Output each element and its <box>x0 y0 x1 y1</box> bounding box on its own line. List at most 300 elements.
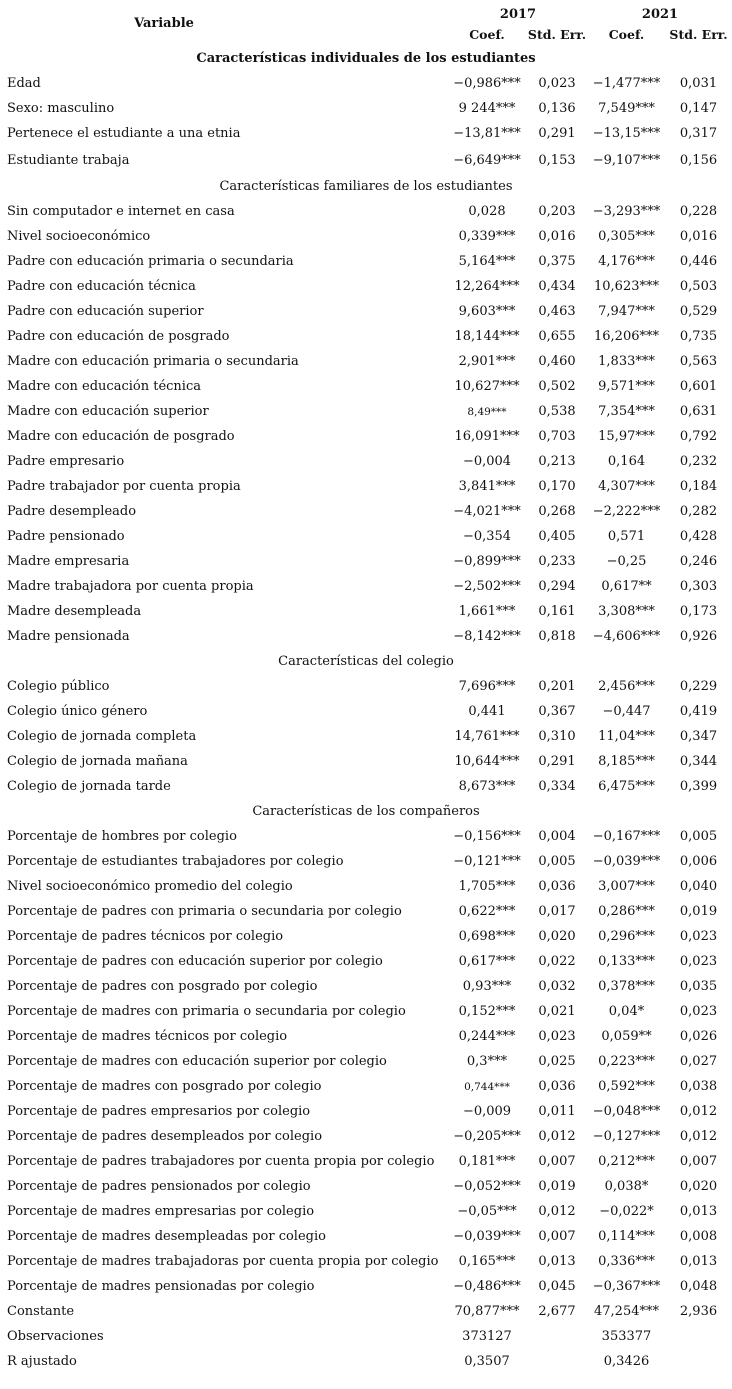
stderr-2021-header: Std. Err. <box>669 26 728 42</box>
variable-name: Colegio público <box>7 679 110 694</box>
table-row <box>0 1249 732 1274</box>
stderr-2017: 0,818 <box>538 629 576 644</box>
stderr-2017: 0,375 <box>538 254 576 269</box>
variable-name: Madre con educación de posgrado <box>7 429 235 444</box>
coef-2021: 8,185*** <box>598 754 655 769</box>
coef-2021: 0,305*** <box>598 229 655 244</box>
coef-2021: −0,048*** <box>592 1104 661 1119</box>
coef-2017: 0,744*** <box>464 1080 510 1093</box>
stderr-2017: 0,538 <box>538 404 576 419</box>
stderr-2017: 0,013 <box>538 1254 576 1269</box>
coef-2021: 3,308*** <box>598 604 655 619</box>
stderr-2021: 0,027 <box>679 1054 718 1069</box>
coef-2017: −0,052*** <box>453 1179 521 1194</box>
coef-2021: 1,833*** <box>598 354 655 369</box>
variable-name: Padre con educación de posgrado <box>7 329 230 344</box>
variable-name: Sexo: masculino <box>7 101 115 116</box>
variable-name: Porcentaje de padres trabajadores por cuenta propia por colegio <box>7 1154 435 1169</box>
stderr-2021: 0,184 <box>679 479 718 494</box>
coef-2021: 0,04* <box>608 1004 645 1019</box>
variable-name: Colegio de jornada mañana <box>7 754 188 769</box>
stderr-2021: 0,446 <box>679 254 718 269</box>
table-row <box>0 874 732 899</box>
stderr-2021: 0,023 <box>679 929 718 944</box>
coef-2017: −4,021*** <box>453 504 521 519</box>
coef-2021: −0,25 <box>606 554 647 569</box>
stderr-2017: 0,032 <box>538 979 576 994</box>
coef-2021: 2,456*** <box>598 679 655 694</box>
table-row <box>0 724 732 749</box>
table-row <box>0 1074 732 1099</box>
variable-name: Madre con educación técnica <box>7 379 201 394</box>
coef-2017: 0,165*** <box>458 1254 516 1269</box>
table-row <box>0 199 732 224</box>
table-row <box>0 349 732 374</box>
section-header <box>0 46 732 71</box>
stderr-2017: 0,310 <box>538 729 576 744</box>
coef-2017: −0,009 <box>462 1104 512 1119</box>
variable-name: Porcentaje de padres empresarios por colegio <box>7 1104 311 1119</box>
coef-2017: 70,877*** <box>454 1304 520 1319</box>
stderr-2017: 0,021 <box>538 1004 576 1019</box>
stderr-2017: 0,019 <box>538 1179 576 1194</box>
stderr-2021: 0,048 <box>679 1279 718 1294</box>
stderr-2021: 0,006 <box>679 854 718 869</box>
stderr-2021: 0,020 <box>679 1179 718 1194</box>
variable-header: Variable <box>134 15 194 31</box>
coef-2017: −0,486*** <box>453 1279 521 1294</box>
table-row <box>0 1149 732 1174</box>
table-row <box>0 749 732 774</box>
coef-2017: 0,3*** <box>466 1054 508 1069</box>
table-row <box>0 949 732 974</box>
stderr-2021: 0,019 <box>679 904 718 919</box>
table-row <box>0 474 732 499</box>
stderr-2017: 0,007 <box>538 1154 576 1169</box>
table-row <box>0 71 732 96</box>
stderr-2021: 0,419 <box>679 704 718 719</box>
stderr-2021: 0,503 <box>679 279 718 294</box>
table-row <box>0 399 732 424</box>
table-row <box>0 699 732 724</box>
table-row <box>0 1299 732 1324</box>
table-row <box>0 1224 732 1249</box>
stderr-2021: 0,428 <box>679 529 718 544</box>
variable-name: Porcentaje de madres con primaria o secundaria por colegio <box>7 1004 406 1019</box>
stderr-2017: 2,677 <box>538 1304 576 1319</box>
table-row <box>0 924 732 949</box>
coef-2017: 1,705*** <box>458 879 516 894</box>
stderr-2017: 0,045 <box>538 1279 576 1294</box>
stderr-2021: 0,563 <box>679 354 718 369</box>
stderr-2017: 0,036 <box>538 1079 576 1094</box>
variable-name: Porcentaje de padres con posgrado por colegio <box>7 979 318 994</box>
variable-name: Padre desempleado <box>7 504 137 519</box>
coef-2021: 11,04*** <box>598 729 655 744</box>
table-row <box>0 146 732 174</box>
stderr-2021: 0,147 <box>679 101 718 116</box>
stderr-2017: 0,405 <box>538 529 576 544</box>
variable-name: Porcentaje de madres empresarias por colegio <box>7 1204 315 1219</box>
coef-2021: 6,475*** <box>598 779 655 794</box>
coef-2021: −13,15*** <box>592 126 661 141</box>
coef-2021: −3,293*** <box>592 204 661 219</box>
stderr-2021: 0,347 <box>679 729 718 744</box>
year-2017-header: 2017 <box>499 7 537 22</box>
stderr-2021: 0,399 <box>679 779 718 794</box>
coef-2017: 10,627*** <box>454 379 520 394</box>
coef-2021-header: Coef. <box>608 26 645 42</box>
coef-2021: 0,059** <box>601 1029 652 1044</box>
section-title: Características familiares de los estudiantes <box>219 179 513 194</box>
coef-2021: 0,133*** <box>598 954 655 969</box>
variable-name: Padre trabajador por cuenta propia <box>7 479 241 494</box>
table-row <box>0 574 732 599</box>
coef-2017: −0,121*** <box>453 854 521 869</box>
stderr-2017 <box>526 1324 588 1349</box>
stderr-2017: 0,334 <box>538 779 576 794</box>
variable-name: Colegio de jornada completa <box>7 729 197 744</box>
coef-2017: 9 244*** <box>458 101 516 116</box>
stderr-2021: 0,529 <box>679 304 718 319</box>
coef-2021: 353377 <box>601 1329 652 1344</box>
coef-2017: 0,181*** <box>458 1154 516 1169</box>
coef-2017: 9,603*** <box>458 304 516 319</box>
stderr-2021: 0,008 <box>679 1229 718 1244</box>
stderr-2017: 0,268 <box>538 504 576 519</box>
coef-2021: 16,206*** <box>594 329 659 344</box>
coef-2017: −2,502*** <box>453 579 521 594</box>
table-row <box>0 449 732 474</box>
variable-name: Padre pensionado <box>7 529 125 544</box>
coef-2017: −0,986*** <box>453 76 521 91</box>
variable-name: Estudiante trabaja <box>7 152 130 168</box>
stderr-2021: 0,601 <box>679 379 718 394</box>
stderr-2017: 0,463 <box>538 304 576 319</box>
stderr-2021 <box>665 1349 732 1374</box>
coef-2017: −0,004 <box>462 454 512 469</box>
coef-2017: 3,841*** <box>458 479 516 494</box>
coef-2017: 0,152*** <box>458 1004 516 1019</box>
table-row <box>0 1349 732 1374</box>
stderr-2021: 0,035 <box>679 979 718 994</box>
coef-2017: 12,264*** <box>454 279 520 294</box>
stderr-2017: 0,022 <box>538 954 576 969</box>
coef-2021: −0,367*** <box>592 1279 661 1294</box>
table-row <box>0 899 732 924</box>
stderr-2021: 0,344 <box>679 754 718 769</box>
stderr-2021: 0,012 <box>679 1129 718 1144</box>
stderr-2021: 0,282 <box>679 504 718 519</box>
variable-name: Porcentaje de padres con primaria o secundaria por colegio <box>7 904 402 919</box>
stderr-2021: 0,038 <box>679 1079 718 1094</box>
stderr-2017: 0,655 <box>538 329 576 344</box>
coef-2017: 373127 <box>462 1329 512 1344</box>
coef-2021: 0,336*** <box>598 1254 655 1269</box>
stderr-2021: 0,013 <box>679 1254 718 1269</box>
coef-2021: 7,354*** <box>598 404 655 419</box>
variable-name: Porcentaje de padres pensionados por colegio <box>7 1179 311 1194</box>
table-row <box>0 624 732 649</box>
table-row <box>0 1124 732 1149</box>
stderr-2017: 0,007 <box>538 1229 576 1244</box>
table-row <box>0 1049 732 1074</box>
variable-name: Nivel socioeconómico <box>7 229 151 244</box>
variable-name: Edad <box>7 76 41 91</box>
stderr-2017: 0,016 <box>538 229 576 244</box>
variable-name: Pertenece el estudiante a una etnia <box>7 126 241 141</box>
coef-2017: −6,649*** <box>453 152 521 168</box>
variable-name: Porcentaje de hombres por colegio <box>7 829 237 844</box>
table-row <box>0 974 732 999</box>
stderr-2021: 0,792 <box>679 429 718 444</box>
stderr-2017: 0,153 <box>538 152 576 168</box>
coef-2017: −0,039*** <box>453 1229 521 1244</box>
section-title: Características del colegio <box>278 654 454 669</box>
coef-2021: 0,038* <box>604 1179 649 1194</box>
coef-2021: 47,254*** <box>594 1304 659 1319</box>
coef-2021: −0,127*** <box>592 1129 661 1144</box>
stderr-2021: 0,026 <box>679 1029 718 1044</box>
stderr-2017: 0,020 <box>538 929 576 944</box>
stderr-2017: 0,023 <box>538 1029 576 1044</box>
coef-2017: 0,93*** <box>462 979 512 994</box>
coef-2017: 1,661*** <box>458 604 516 619</box>
coef-2021: −0,022* <box>599 1204 654 1219</box>
stderr-2017: 0,291 <box>538 126 576 141</box>
coef-2017: 18,144*** <box>454 329 520 344</box>
table-row <box>0 599 732 624</box>
stderr-2017: 0,460 <box>538 354 576 369</box>
coef-2017: 0,244*** <box>458 1029 516 1044</box>
coef-2021: 0,296*** <box>598 929 655 944</box>
table-row <box>0 324 732 349</box>
table-row <box>0 274 732 299</box>
coef-2021: 0,3426 <box>603 1354 650 1369</box>
variable-name: R ajustado <box>7 1354 77 1369</box>
table-row <box>0 524 732 549</box>
coef-2017: 10,644*** <box>454 754 520 769</box>
stderr-2021: 0,735 <box>679 329 718 344</box>
section-header <box>0 799 732 824</box>
stderr-2017-header: Std. Err. <box>527 26 587 42</box>
stderr-2021: 0,007 <box>679 1154 718 1169</box>
table-row <box>0 374 732 399</box>
stderr-2021: 0,156 <box>679 152 718 168</box>
stderr-2017: 0,434 <box>538 279 576 294</box>
coef-2021: −9,107*** <box>592 152 661 168</box>
coef-2017: −0,899*** <box>453 554 521 569</box>
stderr-2017: 0,012 <box>538 1204 576 1219</box>
coef-2021: 0,617** <box>601 579 652 594</box>
stderr-2017: 0,233 <box>538 554 576 569</box>
coef-2017: 0,339*** <box>458 229 516 244</box>
variable-name: Constante <box>7 1304 75 1319</box>
table-row <box>0 299 732 324</box>
table-row <box>0 824 732 849</box>
stderr-2017: 0,703 <box>538 429 576 444</box>
coef-2017: 8,673*** <box>458 779 516 794</box>
table-row <box>0 96 732 121</box>
coef-2017: 0,622*** <box>458 904 516 919</box>
stderr-2021: 0,023 <box>679 954 718 969</box>
table-row <box>0 1324 732 1349</box>
stderr-2021: 0,228 <box>679 204 718 219</box>
variable-name: Porcentaje de estudiantes trabajadores por colegio <box>7 854 344 869</box>
section-title: Características individuales de los estudiantes <box>196 51 536 66</box>
coef-2021: −4,606*** <box>592 629 661 644</box>
coef-2021: 0,378*** <box>598 979 655 994</box>
coef-2021: 0,223*** <box>598 1054 655 1069</box>
coef-2017-header: Coef. <box>469 26 505 42</box>
table-row <box>0 249 732 274</box>
coef-2017: 0,698*** <box>458 929 516 944</box>
stderr-2017: 0,170 <box>538 479 576 494</box>
stderr-2017: 0,294 <box>538 579 576 594</box>
coef-2017: 0,441 <box>468 704 506 719</box>
variable-name: Porcentaje de madres desempleadas por colegio <box>7 1229 326 1244</box>
table-row <box>0 499 732 524</box>
coef-2021: 10,623*** <box>594 279 659 294</box>
stderr-2017: 0,213 <box>538 454 576 469</box>
stderr-2021: 0,303 <box>679 579 718 594</box>
table-body <box>0 46 732 1374</box>
stderr-2021 <box>665 1324 732 1349</box>
table-row <box>0 774 732 799</box>
variable-name: Porcentaje de madres pensionadas por colegio <box>7 1279 315 1294</box>
stderr-2017: 0,025 <box>538 1054 576 1069</box>
stderr-2021: 0,926 <box>679 629 718 644</box>
stderr-2017: 0,017 <box>538 904 576 919</box>
section-title: Características de los compañeros <box>252 804 480 819</box>
stderr-2021: 0,631 <box>679 404 718 419</box>
table-row <box>0 1199 732 1224</box>
coef-2021: −0,167*** <box>592 829 661 844</box>
variable-name: Padre con educación primaria o secundaria <box>7 254 294 269</box>
coef-2021: −0,447 <box>602 704 651 719</box>
coef-2017: −0,205*** <box>453 1129 521 1144</box>
coef-2017: 16,091*** <box>454 429 520 444</box>
coef-2017: 0,3507 <box>464 1354 510 1369</box>
stderr-2021: 0,013 <box>679 1204 718 1219</box>
table-row <box>0 1099 732 1124</box>
variable-name: Porcentaje de madres técnicos por colegio <box>7 1029 288 1044</box>
table-row <box>0 674 732 699</box>
coef-2021: 0,592*** <box>598 1079 655 1094</box>
coef-2021: 9,571*** <box>598 379 655 394</box>
stderr-2021: 0,012 <box>679 1104 718 1119</box>
coef-2021: −1,477*** <box>592 76 661 91</box>
variable-name: Porcentaje de padres desempleados por colegio <box>7 1129 323 1144</box>
table-row <box>0 849 732 874</box>
table-row <box>0 424 732 449</box>
variable-name: Madre con educación superior <box>7 404 209 419</box>
stderr-2021: 2,936 <box>679 1304 718 1319</box>
table-row <box>0 1274 732 1299</box>
coef-2017: 0,028 <box>468 204 506 219</box>
stderr-2021: 0,173 <box>679 604 718 619</box>
stderr-2017: 0,136 <box>538 101 576 116</box>
variable-name: Padre con educación superior <box>7 304 204 319</box>
variable-name: Porcentaje de madres con educación superior por colegio <box>7 1054 387 1069</box>
section-header <box>0 649 732 674</box>
stderr-2021: 0,040 <box>679 879 718 894</box>
stderr-2017: 0,004 <box>538 829 576 844</box>
variable-name: Madre empresaria <box>7 554 130 569</box>
coef-2017: 7,696*** <box>458 679 516 694</box>
table-row <box>0 1174 732 1199</box>
stderr-2017: 0,203 <box>538 204 576 219</box>
stderr-2017: 0,012 <box>538 1129 576 1144</box>
coef-2021: 0,286*** <box>598 904 655 919</box>
variable-name: Colegio único género <box>7 704 148 719</box>
variable-name: Colegio de jornada tarde <box>7 779 171 794</box>
variable-name: Porcentaje de madres trabajadoras por cuenta propia por colegio <box>7 1254 439 1269</box>
coef-2017: −8,142*** <box>453 629 521 644</box>
coef-2021: 4,307*** <box>598 479 655 494</box>
coef-2021: 15,97*** <box>598 429 655 444</box>
table-row <box>0 224 732 249</box>
coef-2021: 4,176*** <box>598 254 655 269</box>
variable-name: Madre desempleada <box>7 604 142 619</box>
stderr-2017: 0,011 <box>538 1104 576 1119</box>
variable-name: Madre trabajadora por cuenta propia <box>7 579 254 594</box>
stderr-2017: 0,161 <box>538 604 576 619</box>
variable-name: Padre empresario <box>7 454 125 469</box>
variable-name: Madre pensionada <box>7 629 130 644</box>
stderr-2017: 0,036 <box>538 879 576 894</box>
coef-2021: 3,007*** <box>598 879 655 894</box>
coef-2021: 7,947*** <box>598 304 655 319</box>
table-row <box>0 999 732 1024</box>
coef-2017: −13,81*** <box>453 126 521 141</box>
stderr-2021: 0,317 <box>679 126 718 141</box>
coef-2017: −0,354 <box>462 529 512 544</box>
coef-2017: 5,164*** <box>458 254 516 269</box>
coef-2017: −0,05*** <box>457 1204 517 1219</box>
stderr-2021: 0,232 <box>679 454 718 469</box>
stderr-2017: 0,201 <box>538 679 576 694</box>
variable-name: Madre con educación primaria o secundaria <box>7 354 299 369</box>
section-header <box>0 174 732 199</box>
stderr-2021: 0,016 <box>679 229 718 244</box>
variable-name: Porcentaje de madres con posgrado por colegio <box>7 1079 322 1094</box>
stderr-2021: 0,005 <box>679 829 718 844</box>
stderr-2017: 0,023 <box>538 76 576 91</box>
coef-2021: 7,549*** <box>598 101 655 116</box>
coef-2017: 8,49*** <box>467 405 507 418</box>
coef-2017: 0,617*** <box>458 954 516 969</box>
variable-name: Observaciones <box>7 1329 104 1344</box>
coef-2017: 2,901*** <box>458 354 516 369</box>
stderr-2021: 0,031 <box>679 76 718 91</box>
stderr-2017: 0,367 <box>538 704 576 719</box>
stderr-2021: 0,229 <box>679 679 718 694</box>
coef-2021: 0,571 <box>607 529 646 544</box>
stderr-2017: 0,005 <box>538 854 576 869</box>
coef-2021: 0,114*** <box>598 1229 655 1244</box>
table-row <box>0 549 732 574</box>
variable-name: Nivel socioeconómico promedio del colegio <box>7 879 293 894</box>
variable-name: Porcentaje de padres con educación superior por colegio <box>7 954 383 969</box>
stderr-2017: 0,291 <box>538 754 576 769</box>
variable-name: Sin computador e internet en casa <box>7 204 235 219</box>
coef-2021: −2,222*** <box>592 504 661 519</box>
stderr-2021: 0,023 <box>679 1004 718 1019</box>
coef-2021: 0,164 <box>607 454 646 469</box>
stderr-2017: 0,502 <box>538 379 576 394</box>
stderr-2017 <box>526 1349 588 1374</box>
